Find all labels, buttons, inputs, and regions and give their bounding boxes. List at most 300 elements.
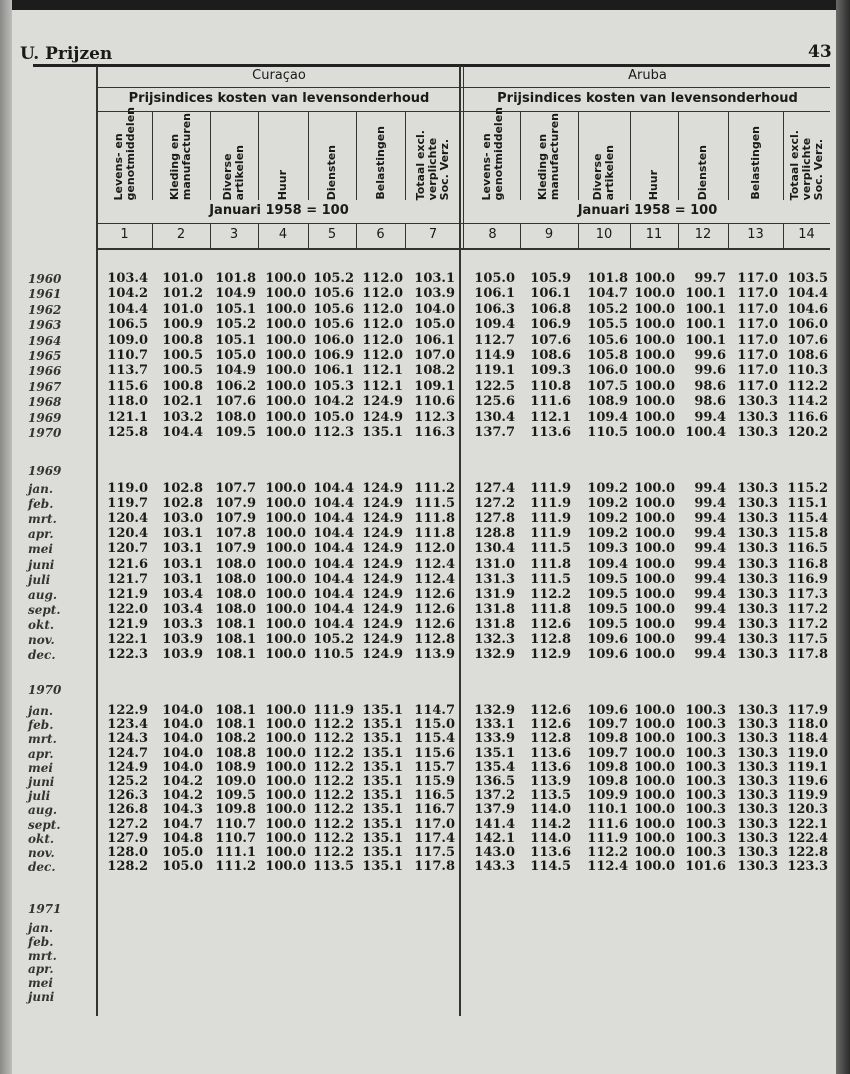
table-cell: 115.8 [787, 526, 828, 542]
column-header [630, 112, 678, 200]
column-header-label: Kleding en manufacturen [536, 112, 561, 200]
table-cell: 115.1 [787, 496, 828, 512]
table-cell: 114.9 [474, 348, 515, 363]
table-cell: 108.1 [215, 717, 256, 733]
table-cell: 109.8 [587, 759, 628, 775]
table-cell: 124.9 [362, 541, 403, 557]
table-cell: 111.6 [530, 394, 571, 410]
table-cell: 117.5 [787, 632, 828, 647]
table-cell: 130.3 [737, 511, 778, 527]
table-cell: 108.1 [215, 703, 256, 718]
table-cell: 99.4 [694, 541, 726, 557]
table-cell: 103.1 [162, 571, 203, 587]
table-cell: 135.1 [362, 731, 403, 747]
table-cell: 125.8 [107, 425, 148, 440]
column-number: 4 [278, 227, 288, 242]
table-cell: 100.0 [634, 717, 675, 733]
section-heading: 1971 [28, 902, 62, 916]
row-label: dec. [28, 648, 56, 663]
column-header [356, 112, 405, 200]
table-cell: 100.3 [685, 717, 726, 733]
column-header-label: Belastingen [373, 126, 387, 200]
row-label: mei [28, 542, 53, 557]
table-cell: 100.3 [685, 703, 726, 718]
table-cell: 130.3 [737, 571, 778, 587]
row-label: mei [28, 760, 53, 775]
table-cell: 104.4 [313, 616, 354, 632]
table-cell: 104.4 [313, 586, 354, 602]
table-cell: 130.3 [737, 859, 778, 875]
table-cell: 114.0 [530, 830, 571, 846]
table-cell: 100.0 [265, 286, 306, 302]
table-cell: 133.9 [474, 731, 515, 747]
table-cell: 112.2 [313, 788, 354, 804]
table-cell: 111.9 [530, 496, 571, 512]
table-cell: 110.5 [313, 647, 354, 663]
table-cell: 130.3 [737, 731, 778, 747]
table-cell: 130.3 [737, 759, 778, 775]
column-header-label: Huur [647, 169, 660, 200]
table-cell: 100.9 [162, 317, 203, 333]
table-cell: 100.0 [634, 541, 675, 557]
column-number: 1 [120, 227, 129, 242]
row-label: feb. [28, 934, 54, 949]
table-cell: 115.6 [107, 378, 148, 394]
row-label: nov. [28, 633, 55, 647]
table-cell: 100.0 [634, 759, 675, 775]
table-cell: 103.1 [162, 541, 203, 557]
group-aruba-title: Aruba [628, 68, 667, 83]
table-cell: 130.3 [737, 586, 778, 602]
table-cell: 100.0 [265, 394, 306, 410]
table-cell: 99.6 [694, 363, 726, 379]
table-cell: 100.0 [265, 481, 306, 496]
table-cell: 126.3 [107, 788, 148, 804]
table-cell: 101.2 [162, 286, 203, 302]
table-cell: 109.7 [587, 717, 628, 733]
table-cell: 99.6 [694, 348, 726, 363]
row-label: apr. [28, 746, 54, 761]
table-cell: 103.1 [162, 556, 203, 572]
table-cell: 108.9 [215, 759, 256, 775]
table-cell: 104.0 [162, 703, 203, 718]
table-cell: 115.4 [787, 511, 828, 527]
table-cell: 109.4 [587, 556, 628, 572]
table-cell: 100.0 [634, 496, 675, 512]
table-cell: 112.2 [313, 731, 354, 747]
table-cell: 100.3 [685, 816, 726, 832]
table-cell: 105.8 [587, 348, 628, 363]
table-cell: 106.1 [414, 332, 455, 348]
table-cell: 112.2 [313, 745, 354, 761]
table-cell: 111.8 [414, 511, 455, 527]
table-cell: 103.4 [107, 271, 148, 286]
table-cell: 130.3 [737, 496, 778, 512]
table-cell: 111.9 [313, 703, 354, 718]
table-cell: 105.0 [414, 317, 455, 333]
table-cell: 104.4 [787, 286, 828, 302]
table-cell: 111.6 [587, 816, 628, 832]
table-cell: 100.0 [265, 759, 306, 775]
table-cell: 109.2 [587, 496, 628, 512]
table-cell: 113.6 [530, 745, 571, 761]
table-cell: 117.3 [787, 586, 828, 602]
table-cell: 104.4 [313, 541, 354, 557]
table-cell: 109.2 [587, 481, 628, 496]
table-cell: 112.0 [414, 541, 455, 557]
table-cell: 112.0 [362, 317, 403, 333]
table-cell: 100.0 [634, 409, 675, 425]
table-cell: 103.1 [162, 526, 203, 542]
row-label: 1963 [28, 318, 62, 333]
table-cell: 124.9 [362, 616, 403, 632]
table-cell: 101.8 [587, 271, 628, 286]
column-header [97, 106, 152, 200]
column-number: 6 [376, 227, 385, 242]
row-label: okt. [28, 831, 55, 846]
table-cell: 130.3 [737, 745, 778, 761]
table-cell: 130.3 [737, 830, 778, 846]
table-cell: 100.0 [265, 348, 306, 363]
table-cell: 102.1 [162, 394, 203, 410]
row-label: sept. [28, 817, 61, 832]
table-cell: 117.4 [414, 830, 455, 846]
row-label: apr. [28, 527, 54, 542]
table-cell: 100.0 [265, 816, 306, 832]
table-cell: 100.0 [265, 731, 306, 747]
table-cell: 112.0 [362, 286, 403, 302]
table-cell: 100.0 [265, 745, 306, 761]
column-header [783, 112, 830, 200]
table-cell: 100.0 [634, 332, 675, 348]
table-cell: 100.0 [634, 845, 675, 860]
table-cell: 99.4 [694, 601, 726, 617]
table-cell: 100.3 [685, 788, 726, 804]
table-cell: 100.0 [634, 511, 675, 527]
table-cell: 99.4 [694, 586, 726, 602]
table-cell: 119.0 [107, 481, 148, 496]
table-cell: 105.0 [474, 271, 515, 286]
table-cell: 117.0 [737, 286, 778, 302]
table-cell: 107.0 [414, 348, 455, 363]
table-cell: 135.1 [474, 745, 515, 761]
table-cell: 132.9 [474, 647, 515, 663]
table-cell: 116.8 [787, 556, 828, 572]
column-header [520, 112, 578, 200]
column-header [152, 112, 210, 200]
table-cell: 119.1 [787, 759, 828, 775]
table-cell: 112.8 [414, 632, 455, 647]
row-label: jan. [28, 482, 54, 496]
table-cell: 107.8 [215, 526, 256, 542]
table-cell: 100.0 [265, 616, 306, 632]
table-cell: 100.0 [265, 859, 306, 875]
table-cell: 100.0 [265, 317, 306, 333]
row-label: 1969 [28, 410, 62, 425]
table-cell: 105.2 [313, 271, 354, 286]
column-header [308, 112, 356, 200]
table-cell: 100.0 [265, 717, 306, 733]
table-cell: 100.0 [265, 332, 306, 348]
table-cell: 116.5 [414, 788, 455, 804]
table-cell: 100.0 [634, 647, 675, 663]
row-label: 1961 [28, 287, 62, 302]
table-cell: 135.1 [362, 859, 403, 875]
table-cell: 130.3 [737, 802, 778, 818]
table-cell: 100.0 [634, 745, 675, 761]
table-cell: 100.0 [265, 601, 306, 617]
table-cell: 117.0 [737, 332, 778, 348]
table-cell: 131.3 [474, 571, 515, 587]
table-cell: 135.1 [362, 717, 403, 733]
table-cell: 103.4 [162, 586, 203, 602]
table-cell: 112.3 [414, 409, 455, 425]
table-cell: 130.3 [737, 774, 778, 789]
table-cell: 112.6 [414, 586, 455, 602]
table-cell: 113.7 [107, 363, 148, 379]
table-cell: 135.1 [362, 425, 403, 440]
row-label: 1965 [28, 349, 62, 363]
table-cell: 101.0 [162, 301, 203, 317]
column-header [210, 112, 258, 200]
column-header-label: Diensten [696, 144, 709, 200]
table-cell: 107.9 [215, 511, 256, 527]
table-cell: 104.2 [313, 394, 354, 410]
table-cell: 121.7 [107, 571, 148, 587]
table-cell: 130.3 [737, 556, 778, 572]
table-cell: 113.9 [414, 647, 455, 663]
table-cell: 104.0 [414, 301, 455, 317]
table-cell: 105.6 [313, 301, 354, 317]
table-cell: 100.0 [634, 586, 675, 602]
table-cell: 100.0 [634, 571, 675, 587]
table-cell: 111.5 [414, 496, 455, 512]
table-cell: 117.9 [787, 703, 828, 718]
table-cell: 103.0 [162, 511, 203, 527]
table-cell: 103.9 [414, 286, 455, 302]
table-cell: 124.9 [362, 647, 403, 663]
table-cell: 135.1 [362, 703, 403, 718]
table-cell: 108.1 [215, 616, 256, 632]
section-heading: 1969 [28, 464, 62, 478]
table-cell: 102.8 [162, 481, 203, 496]
table-cell: 105.1 [215, 332, 256, 348]
table-cell: 107.6 [530, 332, 571, 348]
table-cell: 112.2 [313, 759, 354, 775]
row-label: 1964 [28, 333, 62, 348]
table-cell: 116.3 [414, 425, 455, 440]
table-cell: 100.5 [162, 348, 203, 363]
table-cell: 130.3 [737, 394, 778, 410]
table-cell: 111.9 [530, 481, 571, 496]
row-label: aug. [28, 587, 58, 602]
table-cell: 104.4 [162, 425, 203, 440]
table-cell: 107.5 [587, 378, 628, 394]
group-divider [459, 66, 461, 1016]
table-cell: 124.9 [362, 632, 403, 647]
table-cell: 112.8 [530, 731, 571, 747]
table-cell: 106.1 [313, 363, 354, 379]
table-cell: 104.9 [215, 286, 256, 302]
table-cell: 135.4 [474, 759, 515, 775]
table-cell: 111.1 [215, 845, 256, 860]
table-cell: 108.9 [587, 394, 628, 410]
table-cell: 100.0 [634, 788, 675, 804]
table-cell: 100.1 [685, 332, 726, 348]
table-cell: 101.8 [215, 271, 256, 286]
table-cell: 130.4 [474, 409, 515, 425]
table-cell: 100.3 [685, 845, 726, 860]
row-label: jan. [28, 704, 54, 718]
table-cell: 122.5 [474, 378, 515, 394]
table-cell: 100.4 [685, 425, 726, 440]
table-cell: 122.1 [787, 816, 828, 832]
section-title: U. Prijzen [20, 44, 113, 64]
table-cell: 114.5 [530, 859, 571, 875]
table-cell: 100.0 [634, 317, 675, 333]
table-cell: 100.0 [265, 556, 306, 572]
table-cell: 100.0 [634, 774, 675, 789]
table-cell: 119.6 [787, 774, 828, 789]
table-cell: 99.4 [694, 496, 726, 512]
column-header-label: Diverse artikelen [221, 144, 246, 200]
row-label: aug. [28, 803, 58, 818]
table-cell: 142.1 [474, 830, 515, 846]
table-cell: 109.3 [530, 363, 571, 379]
row-label: 1966 [28, 364, 62, 379]
table-cell: 112.6 [414, 601, 455, 617]
table-cell: 99.4 [694, 511, 726, 527]
table-cell: 130.3 [737, 647, 778, 663]
table-cell: 100.0 [265, 301, 306, 317]
table-cell: 108.1 [215, 632, 256, 647]
table-cell: 114.0 [530, 802, 571, 818]
table-cell: 112.3 [313, 425, 354, 440]
table-cell: 100.0 [634, 394, 675, 410]
table-cell: 104.6 [787, 301, 828, 317]
table-cell: 106.0 [313, 332, 354, 348]
table-cell: 104.7 [162, 816, 203, 832]
table-cell: 135.1 [362, 845, 403, 860]
table-cell: 124.9 [362, 601, 403, 617]
table-cell: 100.0 [265, 363, 306, 379]
table-cell: 118.4 [787, 731, 828, 747]
table-cell: 107.9 [215, 541, 256, 557]
table-cell: 100.0 [265, 774, 306, 789]
table-cell: 123.4 [107, 717, 148, 733]
table-cell: 105.0 [162, 845, 203, 860]
table-cell: 110.6 [414, 394, 455, 410]
table-cell: 112.0 [362, 348, 403, 363]
table-cell: 105.0 [313, 409, 354, 425]
column-number: 3 [229, 227, 239, 242]
row-label: nov. [28, 846, 55, 860]
row-label: feb. [28, 497, 54, 512]
table-cell: 104.0 [162, 731, 203, 747]
table-cell: 113.5 [530, 788, 571, 804]
table-cell: 100.3 [685, 759, 726, 775]
table-cell: 105.2 [313, 632, 354, 647]
table-cell: 124.3 [107, 731, 148, 747]
table-cell: 130.3 [737, 816, 778, 832]
table-cell: 120.2 [787, 425, 828, 440]
table-cell: 98.6 [694, 378, 726, 394]
column-header-label: Levens- en genotmiddelen [479, 106, 505, 200]
table-cell: 127.2 [474, 496, 515, 512]
table-cell: 130.3 [737, 788, 778, 804]
column-number: 9 [544, 227, 554, 242]
table-cell: 124.7 [107, 745, 148, 761]
table-cell: 104.4 [313, 601, 354, 617]
table-cell: 130.3 [737, 717, 778, 733]
table-cell: 128.2 [107, 859, 148, 875]
table-cell: 137.7 [474, 425, 515, 440]
column-number: 10 [595, 227, 613, 242]
table-cell: 110.3 [787, 363, 828, 379]
table-cell: 143.0 [474, 845, 515, 860]
table-cell: 111.9 [587, 830, 628, 846]
table-cell: 105.3 [313, 378, 354, 394]
table-cell: 99.4 [694, 526, 726, 542]
table-cell: 112.9 [530, 647, 571, 663]
table-cell: 106.9 [530, 317, 571, 333]
table-cell: 117.5 [414, 845, 455, 860]
section-heading: 1970 [28, 683, 62, 697]
table-cell: 122.8 [787, 845, 828, 860]
table-cell: 112.6 [530, 703, 571, 718]
column-header [578, 112, 630, 200]
table-cell: 130.3 [737, 601, 778, 617]
table-cell: 103.3 [162, 616, 203, 632]
table-cell: 110.8 [530, 378, 571, 394]
table-cell: 100.0 [265, 511, 306, 527]
table-cell: 100.0 [634, 731, 675, 747]
table-cell: 100.0 [634, 301, 675, 317]
column-header [728, 112, 783, 200]
table-cell: 112.2 [530, 586, 571, 602]
table-cell: 104.4 [313, 481, 354, 496]
table-cell: 100.0 [265, 425, 306, 440]
table-cell: 122.0 [107, 601, 148, 617]
table-cell: 131.8 [474, 601, 515, 617]
table-cell: 105.0 [215, 348, 256, 363]
table-cell: 117.0 [737, 271, 778, 286]
table-cell: 124.9 [362, 586, 403, 602]
scan-edge-right [836, 0, 850, 1074]
table-cell: 112.2 [313, 774, 354, 789]
table-cell: 120.3 [787, 802, 828, 818]
table-cell: 103.1 [414, 271, 455, 286]
column-number: 14 [798, 227, 815, 242]
table-cell: 106.5 [107, 317, 148, 333]
table-cell: 114.2 [530, 816, 571, 832]
table-cell: 109.0 [107, 332, 148, 348]
table-cell: 104.4 [107, 301, 148, 317]
table-cell: 104.2 [162, 774, 203, 789]
table-cell: 122.1 [107, 632, 148, 647]
table-cell: 100.3 [685, 774, 726, 789]
table-cell: 110.7 [215, 830, 256, 846]
table-cell: 125.6 [474, 394, 515, 410]
row-label: apr. [28, 962, 54, 977]
column-header [465, 106, 520, 200]
table-cell: 117.0 [737, 348, 778, 363]
column-number: 7 [428, 227, 438, 242]
table-cell: 112.0 [362, 332, 403, 348]
table-cell: 130.3 [737, 845, 778, 860]
table-cell: 106.1 [474, 286, 515, 302]
column-header [258, 112, 308, 200]
